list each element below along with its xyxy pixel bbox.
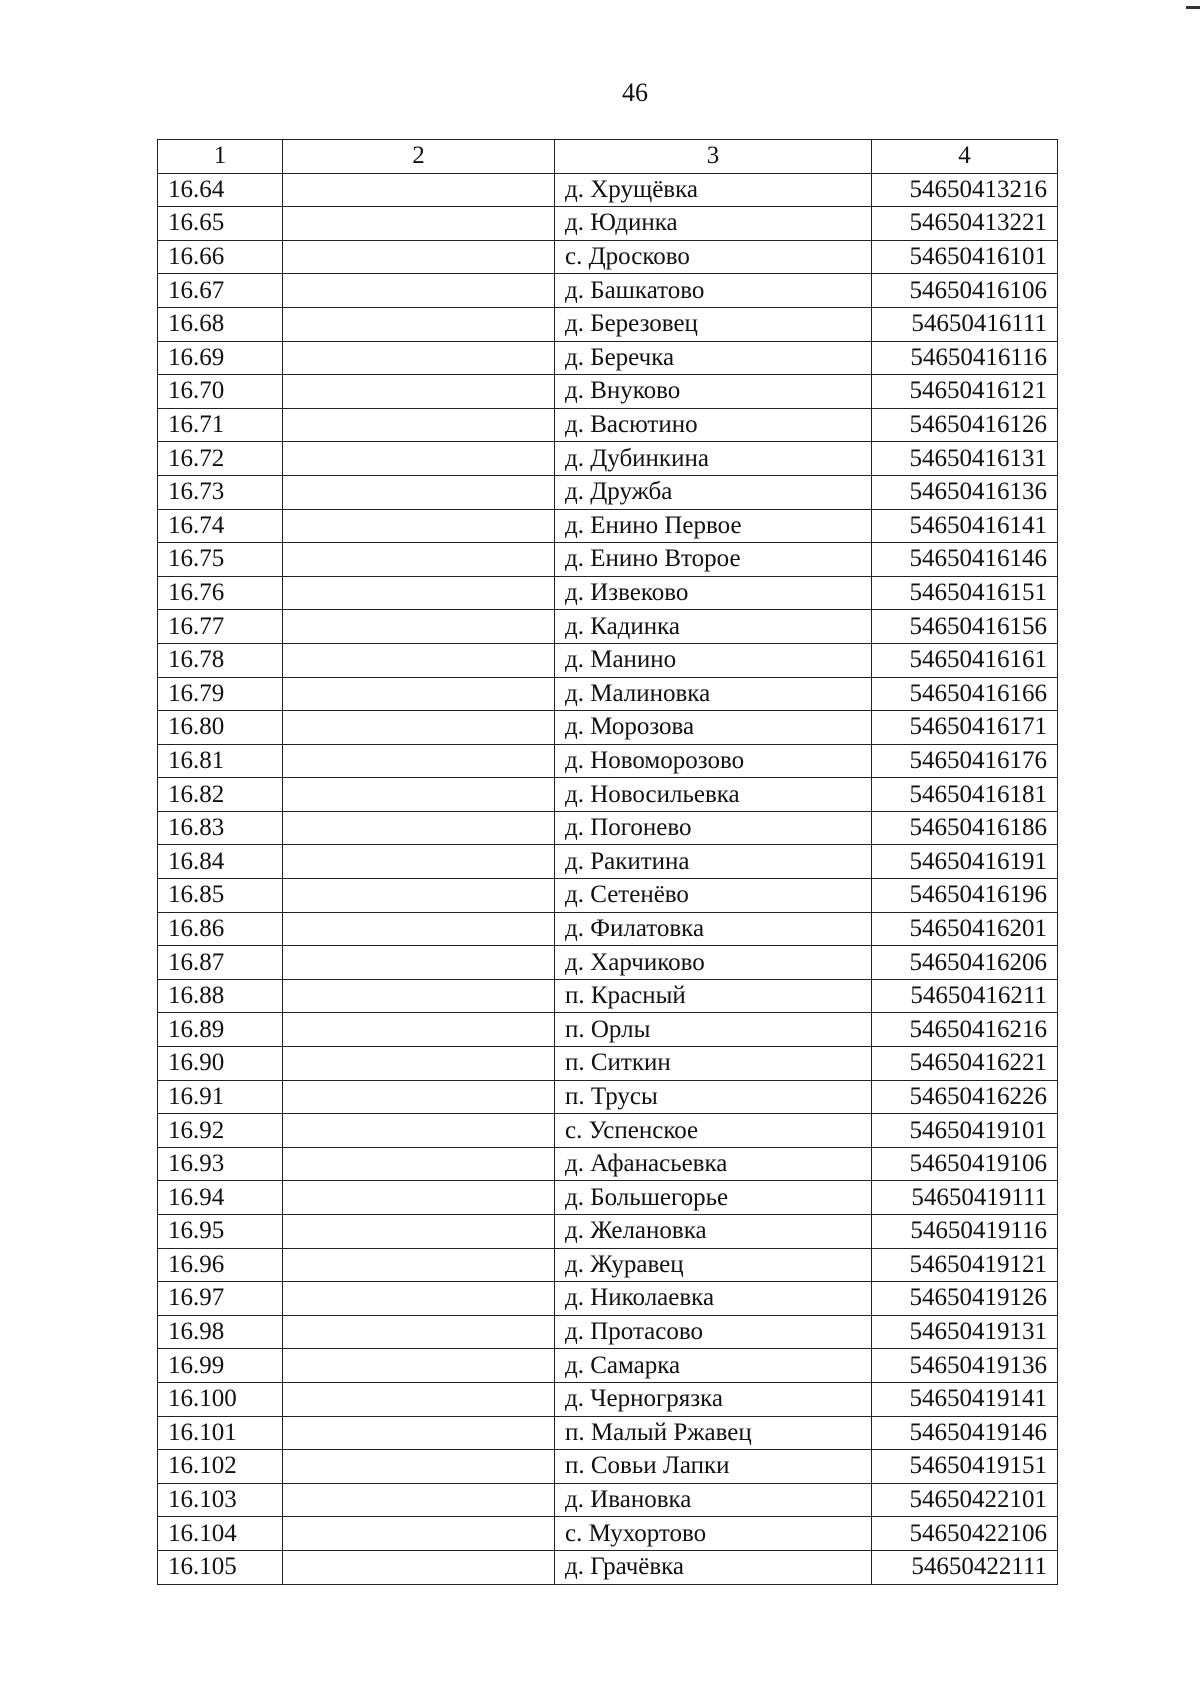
row-blank-cell <box>283 979 555 1013</box>
table-header-row <box>158 140 1058 174</box>
row-number-cell: 16.79 <box>158 677 283 711</box>
table-row <box>158 946 1058 980</box>
row-blank-cell <box>283 408 555 442</box>
table-row <box>158 408 1058 442</box>
row-number-cell: 16.102 <box>158 1450 283 1484</box>
row-number-cell: 16.97 <box>158 1282 283 1316</box>
table-row <box>158 1517 1058 1551</box>
row-number-cell: 16.65 <box>158 207 283 241</box>
table-row <box>158 1047 1058 1081</box>
table-row <box>158 879 1058 913</box>
row-blank-cell <box>283 1517 555 1551</box>
header-col-4: 4 <box>872 140 1058 174</box>
row-blank-cell <box>283 912 555 946</box>
settlement-code-cell: 54650416196 <box>872 879 1058 913</box>
row-number-cell: 16.75 <box>158 543 283 577</box>
row-blank-cell <box>283 845 555 879</box>
settlement-name-cell: д. Большегорье <box>555 1181 872 1215</box>
table-row <box>158 1013 1058 1047</box>
settlement-name-cell: д. Морозова <box>555 711 872 745</box>
table-row <box>158 845 1058 879</box>
row-blank-cell <box>283 1047 555 1081</box>
row-blank-cell <box>283 879 555 913</box>
table-row <box>158 610 1058 644</box>
row-blank-cell <box>283 1282 555 1316</box>
header-col-1: 1 <box>158 140 283 174</box>
settlement-name-cell: п. Малый Ржавец <box>555 1416 872 1450</box>
row-number-cell: 16.89 <box>158 1013 283 1047</box>
row-number-cell: 16.100 <box>158 1382 283 1416</box>
settlement-code-cell: 54650416186 <box>872 811 1058 845</box>
table-row <box>158 1349 1058 1383</box>
table-row <box>158 643 1058 677</box>
table-row <box>158 1550 1058 1584</box>
row-blank-cell <box>283 274 555 308</box>
row-blank-cell <box>283 207 555 241</box>
row-number-cell: 16.82 <box>158 778 283 812</box>
row-blank-cell <box>283 711 555 745</box>
row-number-cell: 16.72 <box>158 442 283 476</box>
row-number-cell: 16.83 <box>158 811 283 845</box>
row-blank-cell <box>283 1215 555 1249</box>
settlement-name-cell: д. Хрущёвка <box>555 173 872 207</box>
row-number-cell: 16.86 <box>158 912 283 946</box>
settlement-name-cell: д. Желановка <box>555 1215 872 1249</box>
settlement-code-cell: 54650416101 <box>872 240 1058 274</box>
row-blank-cell <box>283 375 555 409</box>
table-row <box>158 1215 1058 1249</box>
table-row <box>158 1483 1058 1517</box>
page-number: 46 <box>622 78 648 107</box>
settlement-name-cell: п. Красный <box>555 979 872 1013</box>
row-blank-cell <box>283 778 555 812</box>
row-blank-cell <box>283 576 555 610</box>
table-row <box>158 811 1058 845</box>
table-row <box>158 1181 1058 1215</box>
settlement-code-cell: 54650416216 <box>872 1013 1058 1047</box>
settlement-name-cell: п. Ситкин <box>555 1047 872 1081</box>
row-number-cell: 16.66 <box>158 240 283 274</box>
table-row <box>158 240 1058 274</box>
table-row <box>158 1416 1058 1450</box>
settlement-code-cell: 54650416146 <box>872 543 1058 577</box>
row-number-cell: 16.80 <box>158 711 283 745</box>
settlement-code-cell: 54650422101 <box>872 1483 1058 1517</box>
table-row <box>158 543 1058 577</box>
table-body <box>158 173 1058 1584</box>
settlement-code-cell: 54650422106 <box>872 1517 1058 1551</box>
settlement-code-cell: 54650416191 <box>872 845 1058 879</box>
settlement-code-cell: 54650416166 <box>872 677 1058 711</box>
settlement-name-cell: д. Манино <box>555 643 872 677</box>
settlement-name-cell: д. Внуково <box>555 375 872 409</box>
table-row <box>158 375 1058 409</box>
table-row <box>158 1315 1058 1349</box>
row-blank-cell <box>283 442 555 476</box>
settlement-name-cell: д. Беречка <box>555 341 872 375</box>
row-blank-cell <box>283 1114 555 1148</box>
settlement-code-cell: 54650416181 <box>872 778 1058 812</box>
settlement-code-cell: 54650416141 <box>872 509 1058 543</box>
table-row <box>158 711 1058 745</box>
settlement-code-cell: 54650416136 <box>872 475 1058 509</box>
settlement-name-cell: д. Малиновка <box>555 677 872 711</box>
settlement-code-cell: 54650419116 <box>872 1215 1058 1249</box>
settlement-code-cell: 54650416201 <box>872 912 1058 946</box>
settlement-name-cell: д. Новосильевка <box>555 778 872 812</box>
settlement-code-cell: 54650422111 <box>872 1550 1058 1584</box>
settlement-name-cell: д. Енино Второе <box>555 543 872 577</box>
settlement-name-cell: д. Афанасьевка <box>555 1147 872 1181</box>
table-row <box>158 274 1058 308</box>
settlement-name-cell: п. Орлы <box>555 1013 872 1047</box>
settlement-name-cell: д. Башкатово <box>555 274 872 308</box>
row-number-cell: 16.94 <box>158 1181 283 1215</box>
settlement-name-cell: д. Юдинка <box>555 207 872 241</box>
row-blank-cell <box>283 475 555 509</box>
table-row <box>158 442 1058 476</box>
settlement-name-cell: д. Журавец <box>555 1248 872 1282</box>
row-number-cell: 16.67 <box>158 274 283 308</box>
table-header <box>158 140 1058 174</box>
row-number-cell: 16.90 <box>158 1047 283 1081</box>
table-row <box>158 778 1058 812</box>
settlement-name-cell: д. Дубинкина <box>555 442 872 476</box>
row-blank-cell <box>283 1450 555 1484</box>
settlement-name-cell: д. Енино Первое <box>555 509 872 543</box>
table-row <box>158 475 1058 509</box>
row-number-cell: 16.88 <box>158 979 283 1013</box>
settlement-code-cell: 54650416116 <box>872 341 1058 375</box>
settlement-code-cell: 54650419101 <box>872 1114 1058 1148</box>
settlement-code-cell: 54650419141 <box>872 1382 1058 1416</box>
settlement-code-cell: 54650416121 <box>872 375 1058 409</box>
settlement-name-cell: д. Филатовка <box>555 912 872 946</box>
settlement-code-cell: 54650416226 <box>872 1080 1058 1114</box>
settlement-name-cell: д. Николаевка <box>555 1282 872 1316</box>
header-col-2: 2 <box>283 140 555 174</box>
settlement-code-cell: 54650416221 <box>872 1047 1058 1081</box>
settlement-name-cell: д. Погонево <box>555 811 872 845</box>
row-number-cell: 16.87 <box>158 946 283 980</box>
settlement-name-cell: с. Успенское <box>555 1114 872 1148</box>
row-number-cell: 16.105 <box>158 1550 283 1584</box>
settlements-table <box>157 139 1058 1585</box>
settlement-name-cell: д. Сетенёво <box>555 879 872 913</box>
settlement-name-cell: д. Ивановка <box>555 1483 872 1517</box>
row-blank-cell <box>283 1483 555 1517</box>
settlement-code-cell: 54650416171 <box>872 711 1058 745</box>
settlement-code-cell: 54650416161 <box>872 643 1058 677</box>
settlement-name-cell: д. Протасово <box>555 1315 872 1349</box>
row-number-cell: 16.68 <box>158 307 283 341</box>
row-blank-cell <box>283 1382 555 1416</box>
row-number-cell: 16.85 <box>158 879 283 913</box>
table-row <box>158 509 1058 543</box>
row-blank-cell <box>283 1349 555 1383</box>
row-blank-cell <box>283 1013 555 1047</box>
settlement-code-cell: 54650419126 <box>872 1282 1058 1316</box>
settlement-code-cell: 54650419136 <box>872 1349 1058 1383</box>
settlement-name-cell: д. Васютино <box>555 408 872 442</box>
row-number-cell: 16.96 <box>158 1248 283 1282</box>
settlement-code-cell: 54650419121 <box>872 1248 1058 1282</box>
row-number-cell: 16.76 <box>158 576 283 610</box>
table-row <box>158 341 1058 375</box>
row-blank-cell <box>283 677 555 711</box>
row-blank-cell <box>283 1416 555 1450</box>
row-blank-cell <box>283 1248 555 1282</box>
row-blank-cell <box>283 543 555 577</box>
row-number-cell: 16.95 <box>158 1215 283 1249</box>
settlement-code-cell: 54650413221 <box>872 207 1058 241</box>
settlement-code-cell: 54650416151 <box>872 576 1058 610</box>
table-row <box>158 912 1058 946</box>
settlement-name-cell: д. Кадинка <box>555 610 872 644</box>
row-number-cell: 16.70 <box>158 375 283 409</box>
row-number-cell: 16.69 <box>158 341 283 375</box>
row-number-cell: 16.92 <box>158 1114 283 1148</box>
table-row <box>158 1080 1058 1114</box>
row-blank-cell <box>283 1550 555 1584</box>
settlement-code-cell: 54650416211 <box>872 979 1058 1013</box>
table-row <box>158 1147 1058 1181</box>
settlement-name-cell: д. Дружба <box>555 475 872 509</box>
table-row <box>158 1382 1058 1416</box>
settlement-code-cell: 54650416111 <box>872 307 1058 341</box>
row-number-cell: 16.73 <box>158 475 283 509</box>
table-row <box>158 1114 1058 1148</box>
header-col-3: 3 <box>555 140 872 174</box>
row-blank-cell <box>283 240 555 274</box>
settlement-code-cell: 54650416176 <box>872 744 1058 778</box>
settlement-code-cell: 54650416206 <box>872 946 1058 980</box>
settlement-name-cell: д. Грачёвка <box>555 1550 872 1584</box>
settlement-name-cell: с. Дросково <box>555 240 872 274</box>
settlement-code-cell: 54650416126 <box>872 408 1058 442</box>
settlement-code-cell: 54650419146 <box>872 1416 1058 1450</box>
table-row <box>158 307 1058 341</box>
table-row <box>158 1450 1058 1484</box>
row-blank-cell <box>283 307 555 341</box>
row-number-cell: 16.101 <box>158 1416 283 1450</box>
scan-edge-mark <box>1186 6 1200 9</box>
table-row <box>158 207 1058 241</box>
row-number-cell: 16.64 <box>158 173 283 207</box>
row-blank-cell <box>283 744 555 778</box>
row-number-cell: 16.81 <box>158 744 283 778</box>
table-row <box>158 1282 1058 1316</box>
row-blank-cell <box>283 643 555 677</box>
row-number-cell: 16.84 <box>158 845 283 879</box>
row-blank-cell <box>283 946 555 980</box>
table-row <box>158 677 1058 711</box>
settlement-name-cell: д. Самарка <box>555 1349 872 1383</box>
settlement-name-cell: д. Березовец <box>555 307 872 341</box>
table-row <box>158 744 1058 778</box>
settlement-name-cell: п. Трусы <box>555 1080 872 1114</box>
settlement-name-cell: д. Черногрязка <box>555 1382 872 1416</box>
row-blank-cell <box>283 509 555 543</box>
settlement-name-cell: д. Ракитина <box>555 845 872 879</box>
table-row <box>158 173 1058 207</box>
settlement-name-cell: д. Харчиково <box>555 946 872 980</box>
settlement-name-cell: д. Извеково <box>555 576 872 610</box>
settlement-name-cell: с. Мухортово <box>555 1517 872 1551</box>
row-number-cell: 16.99 <box>158 1349 283 1383</box>
settlement-code-cell: 54650416106 <box>872 274 1058 308</box>
row-number-cell: 16.74 <box>158 509 283 543</box>
table-row <box>158 576 1058 610</box>
row-number-cell: 16.104 <box>158 1517 283 1551</box>
settlement-code-cell: 54650419106 <box>872 1147 1058 1181</box>
row-blank-cell <box>283 1080 555 1114</box>
settlement-code-cell: 54650413216 <box>872 173 1058 207</box>
table-row <box>158 979 1058 1013</box>
settlement-code-cell: 54650416131 <box>872 442 1058 476</box>
settlement-code-cell: 54650419131 <box>872 1315 1058 1349</box>
row-blank-cell <box>283 610 555 644</box>
row-number-cell: 16.98 <box>158 1315 283 1349</box>
settlement-code-cell: 54650419111 <box>872 1181 1058 1215</box>
row-number-cell: 16.77 <box>158 610 283 644</box>
row-blank-cell <box>283 1147 555 1181</box>
row-number-cell: 16.93 <box>158 1147 283 1181</box>
settlement-name-cell: д. Новоморозово <box>555 744 872 778</box>
row-number-cell: 16.103 <box>158 1483 283 1517</box>
row-number-cell: 16.91 <box>158 1080 283 1114</box>
row-blank-cell <box>283 1181 555 1215</box>
row-number-cell: 16.71 <box>158 408 283 442</box>
settlement-code-cell: 54650419151 <box>872 1450 1058 1484</box>
settlement-code-cell: 54650416156 <box>872 610 1058 644</box>
table-row <box>158 1248 1058 1282</box>
row-blank-cell <box>283 341 555 375</box>
settlement-name-cell: п. Совьи Лапки <box>555 1450 872 1484</box>
row-number-cell: 16.78 <box>158 643 283 677</box>
row-blank-cell <box>283 811 555 845</box>
row-blank-cell <box>283 1315 555 1349</box>
row-blank-cell <box>283 173 555 207</box>
